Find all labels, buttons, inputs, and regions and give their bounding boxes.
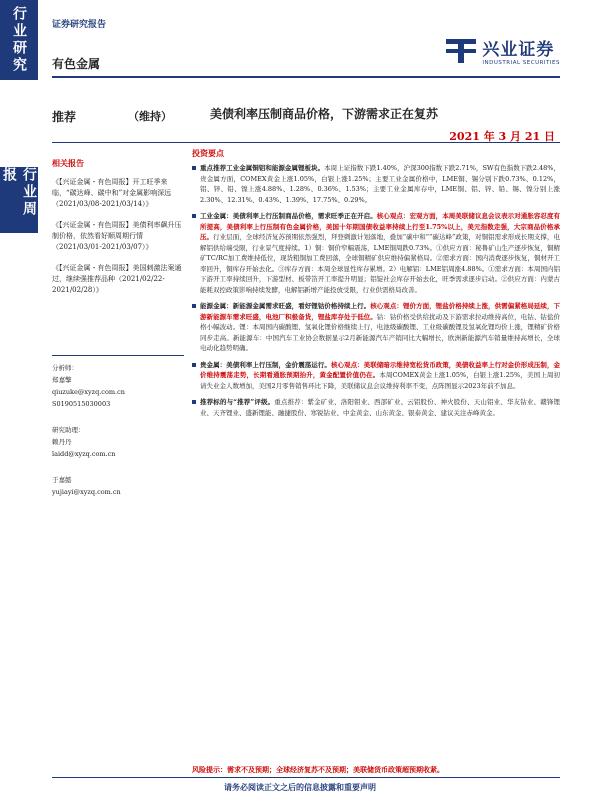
related-heading: 相关报告	[52, 158, 84, 168]
risk-warning: 风险提示：需求不及预期；全球经济复苏不及预期；美联储货币政策超预期收紧。	[192, 765, 444, 774]
company-logo: 兴业证券 INDUSTRIAL SECURITIES	[446, 35, 560, 66]
analyst-card: 于嘉懿 yujiayi@xyzq.com.cn	[52, 476, 121, 496]
related-item[interactable]: 《【兴证金属・有色周报】美国刺激法案通过，继续强推荐品种（2021/02/22-2021/02/28）》	[52, 264, 182, 294]
logo-mark-icon	[446, 39, 476, 63]
paragraph: 推荐标的与“推荐”评级。重点推荐：紫金矿业、洛阳钼业、西部矿业、云铝股份、神火股份、天山铝业、华友钴业、赣锋锂业、天齐锂业、盛新锂能、融捷股份、寒锐钴业、中金黄金、山东黄金、银泰黄金、建议关注赤峰黄金。	[192, 397, 560, 418]
paragraph: 工业金属：美债利率上行压制商品价格，需求旺季正在开启。核心观点：宏观方面，本周美联储议息会议表示对通胀容忍度有所提高，美债利率上行压制有色金属价格，美国十年期国债收益率持续上行至1.75%以上，美元指数走强，大宗商品价格承压。行业层面，全球经济复苏预期依然强烈，拜登刺激计划落地，叠加“碳中和”“碳达峰”政策，对铜铝需求形成长期支撑，电解铝供给端受限，行业景气度持续。1）铜：铜价窄幅震荡，LME铜周跌0.73%。①供应方面：秘鲁矿山生产逐步恢复，铜精矿TC/RC加工费维持低位，现货粗铜加工费回落，全球铜精矿供应维持偏紧格局。②需求方面：国内消费逐步恢复，铜材开工率回升，铜库存开始去化。③库存方面：本周全球显性库存累增。2）电解铝：LME铝周涨4.88%。①需求方面：本周国内铝下游开工率持续回升，下游型材、板带箔开工率提升明显；铝锭社会库存开始去化，旺季需求逐步启动。②供应方面：内蒙古能耗双控政策影响持续发酵，电解铝新增产能投放受限，行业供需格局改善。	[192, 211, 560, 295]
rating-action: （维持）	[128, 110, 172, 123]
report-title: 美债利率压制商品价格，下游需求正在复苏	[210, 107, 439, 121]
footer-divider	[52, 777, 560, 778]
related-reports	[52, 158, 184, 306]
analyst-card: 分析师： 郑嘉擎 qiuzuke@xyzq.com.cn S0190515030003	[52, 355, 184, 410]
related-item[interactable]: 《【兴证金属・有色周报】美债利率飙升压制价格，依然看好顺周期行情（2021/03/01-2021/03/07）》	[52, 221, 182, 251]
report-type-label: 证券研究报告	[52, 20, 107, 30]
side-band-weekly: 行业周报	[0, 167, 38, 233]
sector-label: 有色金属	[52, 57, 101, 71]
header-divider	[52, 76, 560, 78]
report-date: 2021 年 3 月 21 日	[449, 130, 555, 143]
paragraph: 能源金属：新能源金属需求旺盛，看好锂钴价格持续上行。核心观点：锂价方面，锂盐价格持续上涨，供需偏紧格局延续，下游新能源车需求旺盛，电池厂积极备货，锂盐库存处于低位。钴：钴价格受供给扰动及下游需求拉动维持高位，电钴、钴盐价格小幅波动。锂：本周国内碳酸锂、氢氧化锂价格继续上行，电池级碳酸锂、工业级碳酸锂及氢氧化锂均价上涨，锂精矿价格同步走高。新能源车：中国汽车工业协会数据显示2月新能源汽车产销同比大幅增长，欧洲新能源汽车销量维持高增长，全球电动化趋势明确。	[192, 301, 560, 354]
paragraph: 贵金属：美债利率上行压制，金价震荡运行。核心观点：美联储暗示维持宽松货币政策，美债收益率上行对金价形成压制，金价维持震荡走势，长期看通胀预期抬升，黄金配置价值仍在。本周COMEX黄金上涨1.05%，白银上涨1.25%，美国上周初请失业金人数增加，美国2月零售销售环比下降，美联储议息会议维持利率不变，点阵图显示2023年前不加息。	[192, 360, 560, 392]
analyst-list	[52, 355, 184, 512]
analyst-card: 研究助理： 赖丹丹 laidd@xyzq.com.cn	[52, 426, 116, 458]
paragraph: 重点推荐工业金属铜铝和能源金属锂板块。本周上证指数下跌1.40%，沪深300指数下跌2.71%，SW有色指数下跌2.48%，贵金属方面，COMEX黄金上涨1.05%，白银上涨1.25%；主要工业金属价格中，LME铜、锡分别下跌0.73%、0.12%，铝、锌、铅、镍上涨4.88%、1.28%、0.36%、1.53%；主要工业金属库存中，LME铜、铝、锌、铅、锡、镍分别上涨2.30%、12.31%、0.43%、1.39%、17.75%、0.29%。	[192, 163, 560, 205]
rating-label: 推荐	[52, 110, 77, 124]
key-points-heading: 投资要点	[192, 148, 224, 158]
key-points-section	[192, 148, 560, 424]
related-item[interactable]: 《【兴证金属・有色周报】开工旺季来临，“碳达峰、碳中和”对金属影响深远 （2021/03/08-2021/03/14）》	[52, 178, 172, 208]
side-band-research: 行业研究	[0, 0, 38, 80]
disclaimer-footer: 请务必阅读正文之后的信息披露和重要声明	[224, 783, 376, 792]
